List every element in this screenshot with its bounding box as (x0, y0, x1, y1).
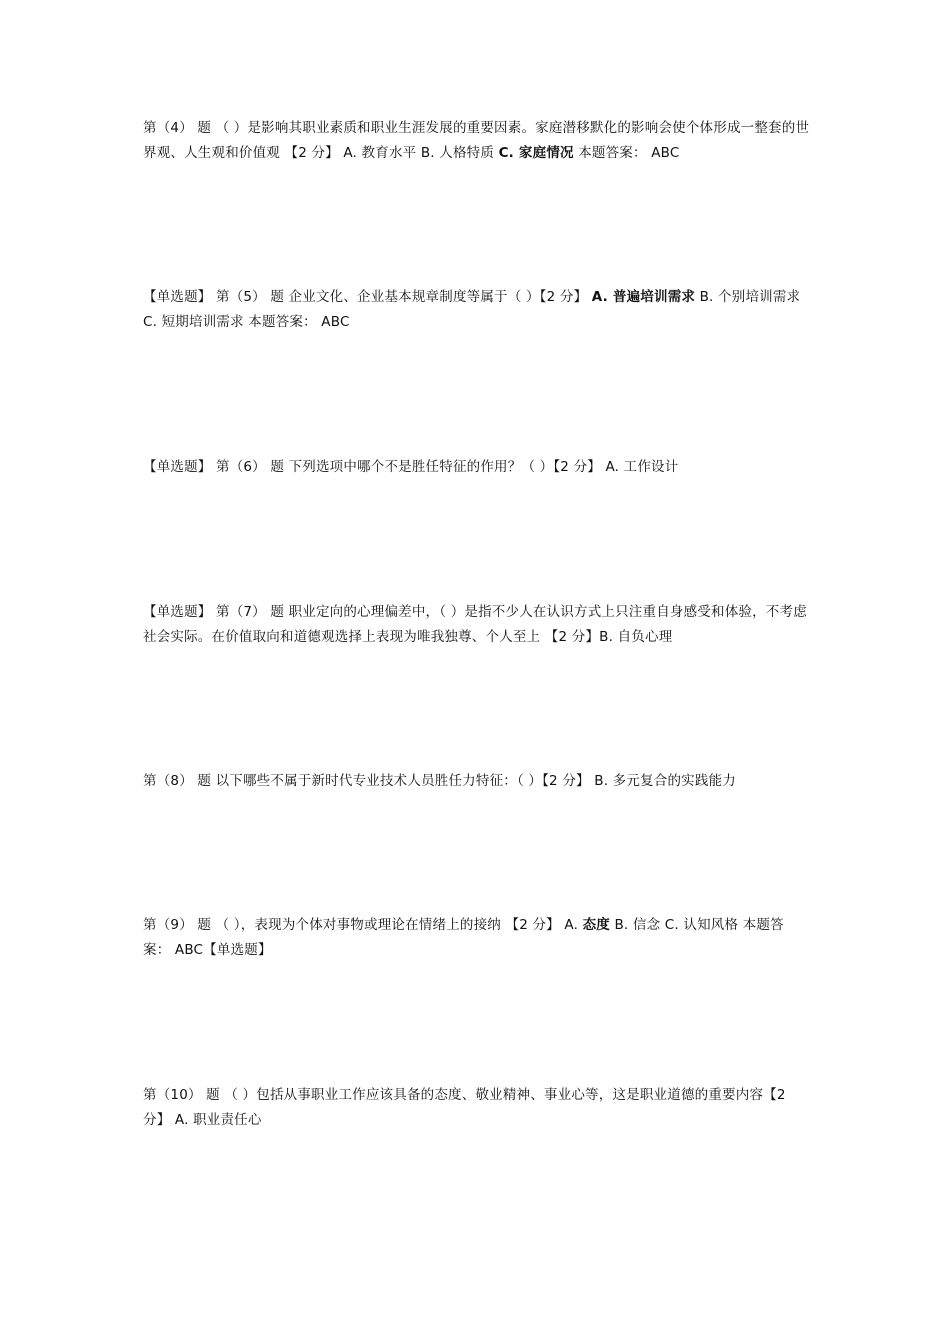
question-5-answer: B. 个别培训需求 C. 短期培训需求 本题答案： ABC (143, 289, 801, 330)
question-7 (143, 600, 811, 650)
question-4-text: 第（4） 题 （ ）是影响其职业素质和职业生涯发展的重要因素。家庭潜移默化的影响会使个体形成一整套的世界观、人生观和价值观 【2 分】 A. 教育水平 B. 人格特质 (143, 120, 810, 161)
question-10-text: 第（10） 题 （ ）包括从事职业工作应该具备的态度、敬业精神、事业心等，这是职业道德的重要内容【2 分】 A. 职业责任心 (143, 1087, 786, 1128)
question-7-text: 【单选题】 第（7） 题 职业定向的心理偏差中，（ ）是指不少人在认识方式上只注重自身感受和体验，不考虑社会实际。在价值取向和道德观选择上表现为唯我独尊、个人至上 【2 分】B. 自负心理 (143, 604, 807, 645)
question-9-answer: B. 信念 C. 认知风格 本题答案： ABC【单选题】 (143, 917, 784, 958)
question-9 (143, 913, 811, 963)
question-9-highlighted-option: 态度 (582, 917, 610, 933)
question-6-text: 【单选题】 第（6） 题 下列选项中哪个不是胜任特征的作用？（ ）【2 分】 A. 工作设计 (143, 459, 679, 475)
question-9-text: 第（9） 题 （ ），表现为个体对事物或理论在情绪上的接纳 【2 分】 A. (143, 917, 583, 933)
question-5-highlighted-option: A. 普遍培训需求 (591, 289, 696, 305)
question-4 (143, 116, 811, 166)
question-5 (143, 285, 811, 335)
question-4-answer: 本题答案： ABC (573, 145, 680, 161)
question-4-highlighted-option: C. 家庭情况 (498, 145, 574, 161)
question-8 (143, 769, 811, 794)
question-5-text: 【单选题】 第（5） 题 企业文化、企业基本规章制度等属于（ ）【2 分】 (143, 289, 592, 305)
question-10 (143, 1083, 811, 1133)
question-8-text: 第（8） 题 以下哪些不属于新时代专业技术人员胜任力特征：（ ）【2 分】 B. 多元复合的实践能力 (143, 773, 736, 789)
question-6 (143, 455, 811, 480)
